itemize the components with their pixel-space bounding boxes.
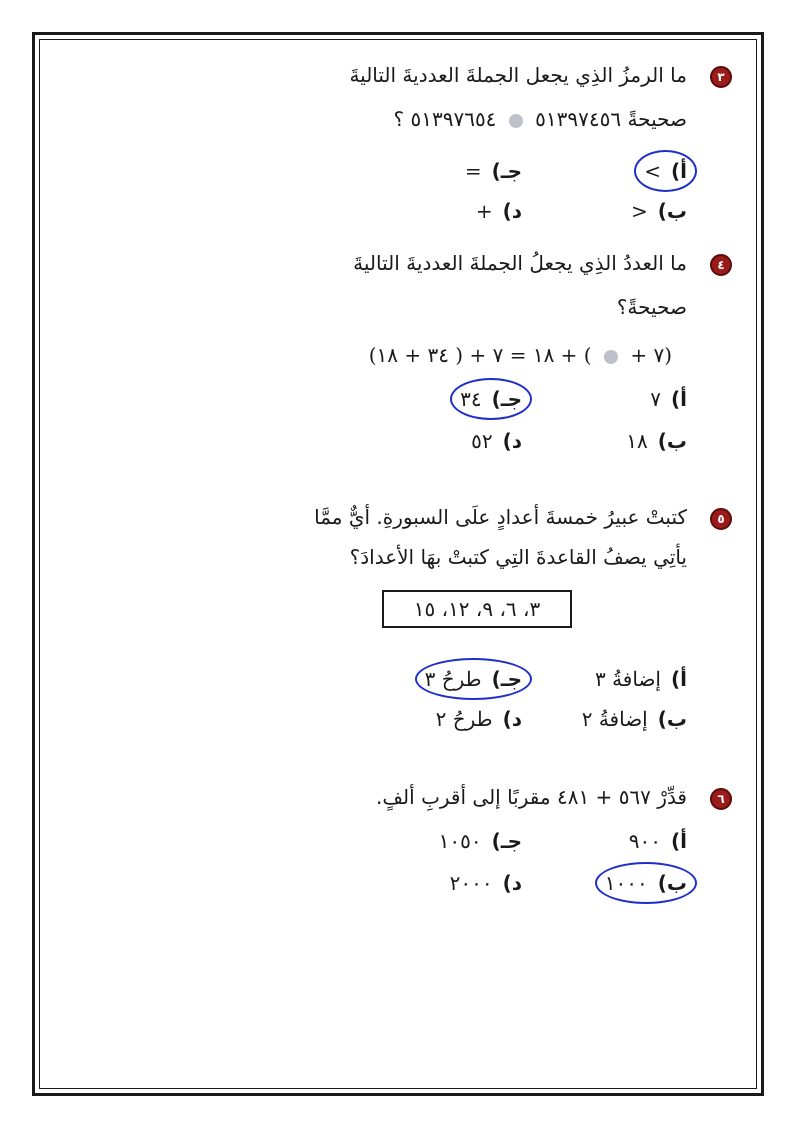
- option-value: إضافةُ ٣: [594, 667, 661, 691]
- expression-right: ) + ١٨ = ٧ + ( ٣٤ + ١٨): [368, 343, 592, 367]
- option-letter: جـ): [491, 159, 522, 183]
- option-c[interactable]: [465, 156, 522, 186]
- option-value: طرحُ ٣: [424, 667, 482, 691]
- option-value: >: [644, 159, 661, 183]
- option-letter: ب): [657, 199, 687, 223]
- option-value: +: [475, 199, 493, 223]
- option-letter: د): [502, 429, 522, 453]
- option-letter: جـ): [491, 829, 522, 853]
- option-value: ١٨: [626, 429, 648, 453]
- option-letter: أ): [671, 829, 687, 853]
- option-a[interactable]: [644, 156, 687, 186]
- option-value: ١٠٠٠: [604, 871, 648, 895]
- question-text-line: صحيحةً: [627, 107, 687, 131]
- option-value: =: [464, 159, 482, 183]
- option-c[interactable]: [460, 384, 522, 414]
- option-c[interactable]: [425, 664, 522, 694]
- question-text-line: ما الرمزُ الذِي يجعل الجملةَ العدديةَ التاليةَ: [349, 63, 687, 87]
- question-number-badge: ٣: [710, 66, 732, 88]
- question-text-line: كتبتْ عبيرُ خمسةَ أعدادٍ علَى السبورةِ. أيٌّ ممَّا: [314, 505, 687, 529]
- option-value: <: [630, 199, 648, 223]
- option-d[interactable]: [450, 868, 522, 898]
- expression-left: (٧ +: [630, 343, 672, 367]
- option-b[interactable]: [626, 426, 687, 456]
- option-value: ٢٠٠٠: [449, 871, 493, 895]
- question-text-line: قدِّرْ ٥٦٧ + ٤٨١ مقربًا إلى أقربِ ألفٍ.: [376, 785, 687, 809]
- option-a[interactable]: [650, 384, 687, 414]
- option-letter: د): [502, 707, 522, 731]
- option-c[interactable]: [439, 826, 522, 856]
- option-value: ٩٠٠: [628, 829, 661, 853]
- expression-left: ٥١٣٩٧٤٥٦: [535, 107, 622, 131]
- option-letter: أ): [671, 667, 687, 691]
- option-letter: د): [502, 199, 522, 223]
- blank-placeholder-dot: [604, 350, 618, 364]
- option-value: إضافةُ ٢: [581, 707, 648, 731]
- option-letter: جـ): [491, 387, 522, 411]
- expression-right: ٥١٣٩٧٦٥٤ ؟: [393, 107, 497, 131]
- question-number-badge: ٦: [710, 788, 732, 810]
- option-d[interactable]: [471, 426, 522, 456]
- option-a[interactable]: [595, 664, 687, 694]
- option-b[interactable]: [631, 196, 687, 226]
- option-letter: ب): [657, 871, 687, 895]
- option-value: ٧: [650, 387, 661, 411]
- blank-placeholder-dot: [509, 114, 523, 128]
- option-letter: د): [502, 871, 522, 895]
- option-letter: أ): [671, 387, 687, 411]
- question-text-line: صحيحةً؟: [616, 295, 687, 319]
- option-letter: أ): [671, 159, 687, 183]
- question-expression: [369, 340, 672, 370]
- question-number-badge: ٤: [710, 254, 732, 276]
- option-letter: ب): [657, 429, 687, 453]
- question-text-line: يأتِي يصفُ القاعدةَ التِي كتبتْ بهَا الأعدادَ؟: [349, 545, 687, 569]
- question-text-line: ما العددُ الذِي يجعلُ الجملةَ العدديةَ التاليةَ: [353, 251, 687, 275]
- option-letter: ب): [657, 707, 687, 731]
- option-a[interactable]: [629, 826, 687, 856]
- option-d[interactable]: [436, 704, 522, 734]
- option-d[interactable]: [476, 196, 522, 226]
- number-sequence-box: ٣، ٦، ٩، ١٢، ١٥: [382, 590, 572, 628]
- question-number-badge: ٥: [710, 508, 732, 530]
- option-b[interactable]: [605, 868, 687, 898]
- option-value: ٣٤: [460, 387, 482, 411]
- option-b[interactable]: [582, 704, 687, 734]
- option-value: ١٠٥٠: [438, 829, 482, 853]
- option-value: ٥٢: [471, 429, 493, 453]
- question-expression: [394, 104, 688, 134]
- option-letter: جـ): [491, 667, 522, 691]
- option-value: طرحُ ٢: [435, 707, 493, 731]
